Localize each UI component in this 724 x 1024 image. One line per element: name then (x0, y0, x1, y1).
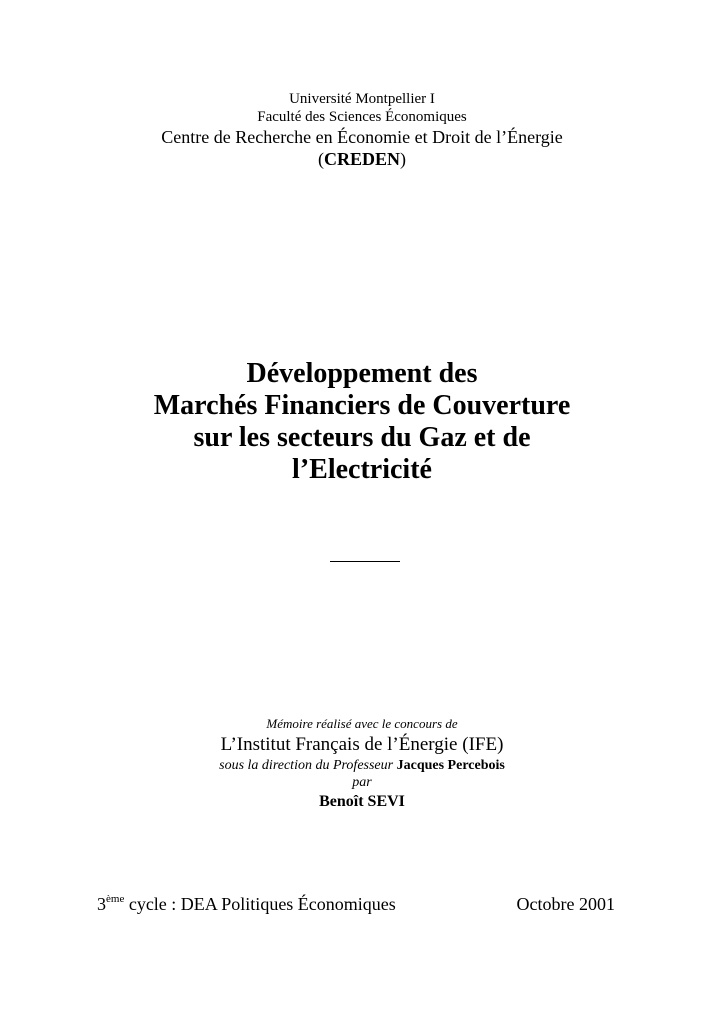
memoire-note: Mémoire réalisé avec le concours de (266, 716, 458, 731)
professor-name: Jacques Percebois (396, 758, 505, 773)
university-name: Université Montpellier I (289, 91, 435, 107)
cycle-program (97, 893, 396, 915)
title-divider (330, 561, 400, 562)
direction-prefix: sous la direction du Professeur (219, 758, 394, 773)
cycle-superscript: ème (106, 893, 125, 905)
institute-name: L’Institut Français de l’Énergie (IFE) (220, 734, 504, 755)
research-centre-acronym (0, 148, 724, 170)
document-date: Octobre 2001 (516, 894, 615, 914)
cycle-number: 3 (97, 894, 106, 914)
faculty-name: Faculté des Sciences Économiques (257, 109, 467, 125)
acronym-close-paren: ) (400, 149, 406, 169)
cycle-program-text: cycle : DEA Politiques Économiques (124, 894, 396, 914)
author-name: Benoît SEVI (319, 793, 405, 810)
acronym-text: CREDEN (323, 149, 400, 169)
title-line-4: l’Electricité (292, 454, 432, 485)
par-word: par (352, 775, 372, 790)
document-title (0, 358, 724, 486)
research-centre-name: Centre de Recherche en Économie et Droit de l’Énergie (161, 127, 563, 147)
title-line-1: Développement des (246, 358, 478, 389)
supervision-line (0, 757, 724, 774)
title-line-2: Marchés Financiers de Couverture (153, 390, 571, 421)
title-line-3: sur les secteurs du Gaz et de (193, 422, 531, 453)
acronym-open-paren: ( (317, 149, 324, 169)
